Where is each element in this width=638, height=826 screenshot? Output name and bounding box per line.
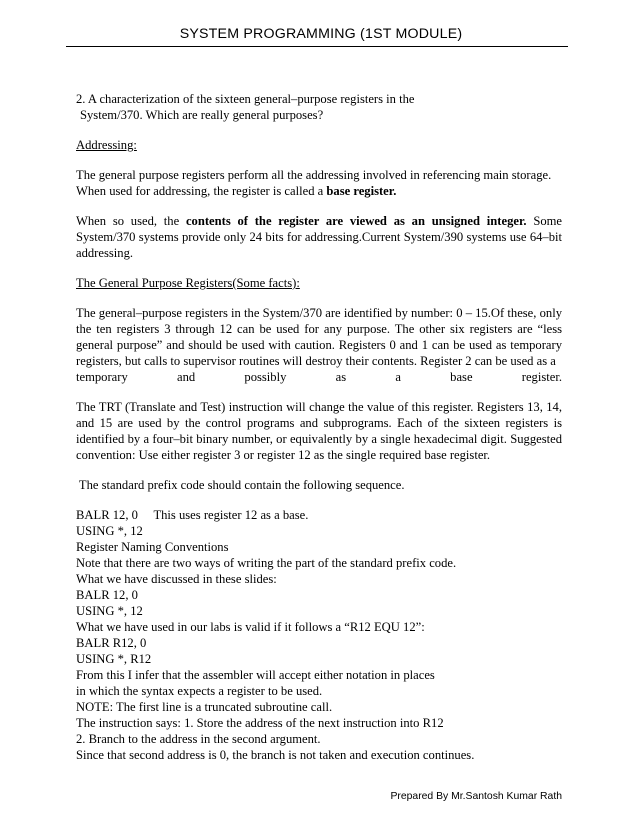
gpr-paragraph-2: The TRT (Translate and Test) instruction will change the value of this register. Registers 13, 14, and 15 are used by the control programs and subprograms. Each of the sixteen registers is identified by a four–bit binary number, or equivalently by a single hexadecimal digit. Suggested convention: Use either register 3 or register 12 as the single required base register. bbox=[76, 400, 562, 462]
document-body bbox=[76, 91, 562, 763]
code-line: in which the syntax expects a register to be used. bbox=[76, 684, 323, 698]
code-line: BALR 12, 0 This uses register 12 as a base. bbox=[76, 508, 309, 522]
code-line: USING *, 12 bbox=[76, 604, 143, 618]
code-line: BALR 12, 0 bbox=[76, 588, 138, 602]
code-line: The instruction says: 1. Store the address of the next instruction into R12 bbox=[76, 716, 444, 730]
code-line: USING *, 12 bbox=[76, 524, 143, 538]
code-line: From this I infer that the assembler will accept either notation in places bbox=[76, 668, 435, 682]
question-line-2: System/370. Which are really general purposes? bbox=[80, 108, 324, 122]
addressing-p1-bold: base register. bbox=[326, 184, 397, 198]
gpr-paragraph-1-last-line: temporary and possibly as a base register. bbox=[76, 370, 562, 384]
header-divider bbox=[66, 46, 568, 47]
code-line: Register Naming Conventions bbox=[76, 540, 229, 554]
code-line: Note that there are two ways of writing the part of the standard prefix code. bbox=[76, 556, 457, 570]
addressing-p2-pre: When so used, the bbox=[76, 214, 186, 228]
code-line: USING *, R12 bbox=[76, 652, 152, 666]
code-block bbox=[76, 507, 562, 763]
addressing-heading: Addressing: bbox=[76, 138, 137, 152]
addressing-p1-text: The general purpose registers perform all the addressing involved in referencing main storage. When used for addressing, the register is called a bbox=[76, 168, 552, 198]
page-footer-credit: Prepared By Mr.Santosh Kumar Rath bbox=[390, 791, 562, 802]
question-paragraph bbox=[76, 91, 562, 123]
gpr-paragraph-3: The standard prefix code should contain the following sequence. bbox=[76, 478, 405, 492]
code-line: BALR R12, 0 bbox=[76, 636, 147, 650]
code-line: Since that second address is 0, the branch is not taken and execution continues. bbox=[76, 748, 475, 762]
addressing-paragraph-1 bbox=[76, 167, 562, 199]
question-line-1: 2. A characterization of the sixteen general–purpose registers in the bbox=[76, 92, 415, 106]
addressing-p2-bold: contents of the register are viewed as an unsigned integer. bbox=[185, 214, 527, 228]
code-line: 2. Branch to the address in the second argument. bbox=[76, 732, 321, 746]
gpr-paragraph-1: The general–purpose registers in the System/370 are identified by number: 0 – 15.Of these, only the ten registers 3 through 12 can be used for any purpose. The other six registers are “less general purpose” and should be used with caution. Registers 0 and 1 can be used as temporary registers, but calls to supervisor routines will destroy their contents. Register 2 can be used as a bbox=[76, 306, 562, 368]
code-line: NOTE: The first line is a truncated subroutine call. bbox=[76, 700, 333, 714]
addressing-paragraph-2 bbox=[76, 213, 562, 261]
gpr-heading: The General Purpose Registers(Some facts): bbox=[76, 276, 300, 290]
addressing-p2-post: Some System/370 systems provide only 24 bits for addressing.Current System/390 systems use 64–bit addressing. bbox=[76, 214, 563, 260]
page-header-title: SYSTEM PROGRAMMING (1ST MODULE) bbox=[179, 26, 463, 42]
code-line: What we have used in our labs is valid if it follows a “R12 EQU 12”: bbox=[76, 620, 425, 634]
code-line: What we have discussed in these slides: bbox=[76, 572, 277, 586]
